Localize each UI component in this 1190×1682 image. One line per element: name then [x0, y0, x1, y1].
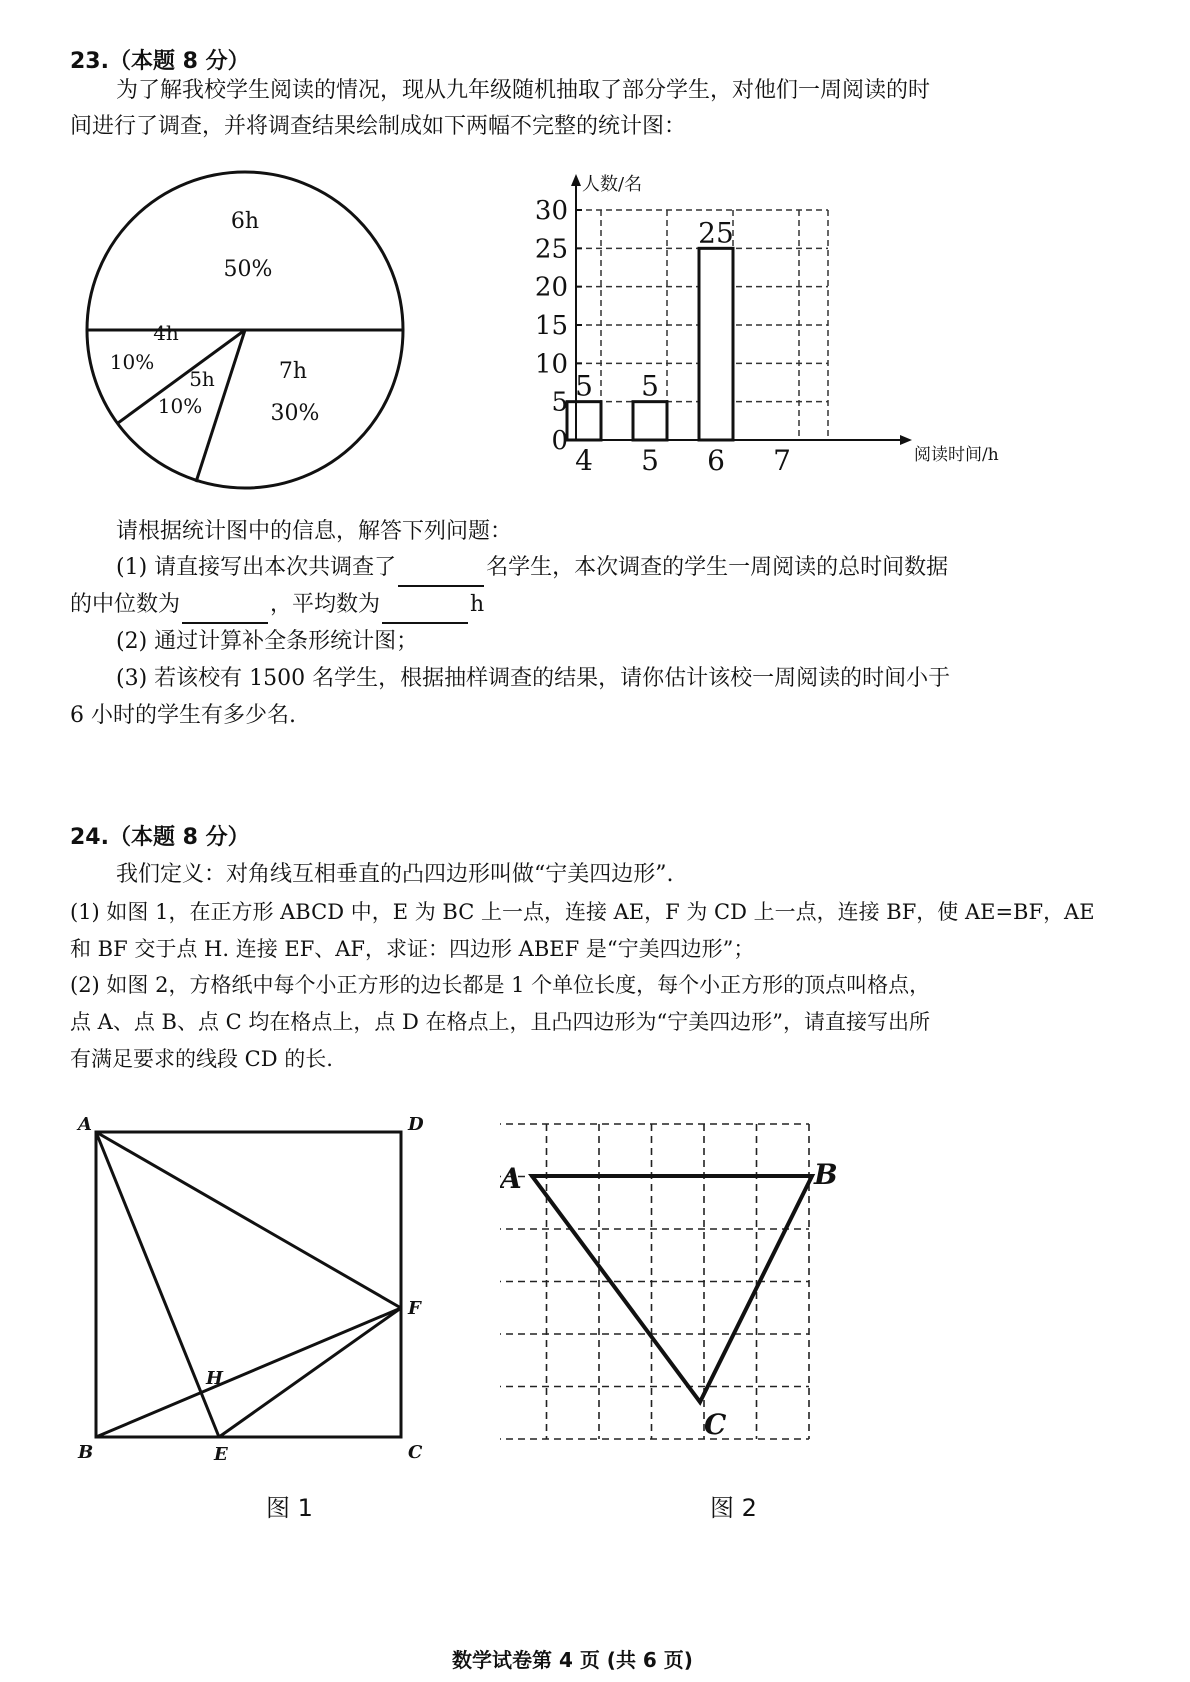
- bar-chart: [520, 170, 1000, 490]
- q24-part1-line2: 和 BF 交于点 H. 连接 EF、AF，求证：四边形 ABEF 是“宁美四边形”；: [70, 937, 755, 961]
- fig2-label-b: B: [814, 1158, 838, 1191]
- figure-2: [500, 1108, 900, 1468]
- bar-value-label-4: 5: [575, 369, 593, 403]
- q23-part1-text-a: (1) 请直接写出本次共调查了: [116, 555, 397, 580]
- x-tick-label-4: 4: [575, 444, 593, 477]
- segment-af: [96, 1132, 401, 1308]
- y-tick-label-25: 25: [534, 234, 568, 265]
- x-axis-label: 阅读时间/h: [914, 445, 999, 465]
- bar-4: [567, 402, 601, 440]
- q23-intro-line2: 间进行了调查，并将调查结果绘制成如下两幅不完整的统计图：: [70, 114, 687, 139]
- q23-part1-line2: [70, 586, 484, 624]
- q23-part1-line1: [116, 549, 948, 587]
- y-axis-arrow: [571, 174, 581, 186]
- slice-percent-5h: 10%: [157, 394, 203, 418]
- q23-prompt: 请根据统计图中的信息，解答下列问题：: [116, 519, 513, 544]
- q23-part3-line2: 6 小时的学生有多少名.: [70, 703, 296, 728]
- y-tick-label-10: 10: [534, 349, 568, 380]
- q23-part1-text-d: ，平均数为: [270, 592, 381, 617]
- slice-percent-4h: 10%: [109, 350, 155, 374]
- fig1-label-e: E: [214, 1444, 228, 1465]
- q24-part2-line1: (2) 如图 2，方格纸中每个小正方形的边长都是 1 个单位长度，每个小正方形的顶点叫格点，: [70, 973, 931, 997]
- fig1-label-h: H: [206, 1368, 224, 1389]
- y-axis-label: 人数/名: [582, 174, 643, 195]
- q23-intro-line1: 为了解我校学生阅读的情况，现从九年级随机抽取了部分学生，对他们一周阅读的时: [116, 78, 931, 103]
- y-tick-label-15: 15: [534, 311, 568, 341]
- slice-label-4h: 4h: [153, 321, 179, 345]
- q23-part3-line1: (3) 若该校有 1500 名学生，根据抽样调查的结果，请你估计该校一周阅读的时间小于: [116, 666, 951, 691]
- q24-part1-line1: (1) 如图 1，在正方形 ABCD 中，E 为 BC 上一点，连接 AE，F 为 CD 上一点，连接 BF，使 AE=BF，AE: [70, 900, 1095, 924]
- y-tick-label-30: 30: [534, 196, 568, 226]
- grid-paper: [500, 1124, 809, 1439]
- answer-blank-median: [182, 598, 268, 624]
- bar-value-label-6: 25: [698, 216, 734, 250]
- slice-percent-6h: 50%: [223, 257, 273, 282]
- bar-value-label-5: 5: [641, 369, 659, 403]
- fig2-label-a: A: [500, 1162, 522, 1195]
- q23-heading: 23.（本题 8 分）: [70, 49, 250, 74]
- slice-label-5h: 5h: [189, 367, 215, 391]
- y-tick-label-20: 20: [534, 272, 568, 303]
- answer-blank-mean: [382, 598, 468, 624]
- y-tick-label-0: 0: [551, 426, 568, 456]
- q24-part2-line3: 有满足要求的线段 CD 的长.: [70, 1047, 333, 1071]
- fig1-label-d: D: [408, 1114, 424, 1135]
- q23-part1-text-b: 名学生，本次调查的学生一周阅读的总时间数据: [486, 555, 949, 580]
- bar-6: [699, 248, 733, 440]
- x-tick-label-7: 7: [773, 444, 791, 477]
- x-tick-label-6: 6: [707, 444, 725, 477]
- x-tick-label-5: 5: [641, 444, 659, 477]
- triangle-abc: [532, 1176, 812, 1402]
- q23-part1-text-e: h: [470, 592, 485, 617]
- pie-chart: [60, 168, 430, 508]
- fig2-caption: 图 2: [710, 1494, 757, 1522]
- q23-part2: (2) 通过计算补全条形统计图；: [116, 629, 419, 654]
- square-abcd: [96, 1132, 401, 1437]
- bar-5: [633, 402, 667, 440]
- slice-label-7h: 7h: [278, 359, 308, 384]
- pie-divider-5h-7h: [196, 330, 245, 482]
- y-tick-label-5: 5: [551, 387, 568, 418]
- fig1-label-a: A: [78, 1114, 92, 1135]
- fig1-caption: 图 1: [266, 1494, 313, 1522]
- q24-definition: 我们定义：对角线互相垂直的凸四边形叫做“宁美四边形”.: [116, 862, 674, 887]
- fig1-label-c: C: [408, 1442, 423, 1463]
- fig1-label-b: B: [78, 1442, 94, 1463]
- slice-label-6h: 6h: [230, 209, 260, 234]
- x-axis-arrow: [900, 435, 912, 445]
- q24-heading: 24.（本题 8 分）: [70, 825, 250, 850]
- q24-part2-line2: 点 A、点 B、点 C 均在格点上，点 D 在格点上，且凸四边形为“宁美四边形”，请直接写出所: [70, 1010, 931, 1034]
- answer-blank-count: [398, 561, 484, 587]
- q23-part1-text-c: 的中位数为: [70, 592, 181, 617]
- slice-percent-7h: 30%: [270, 401, 320, 426]
- page-footer: 数学试卷第 4 页 (共 6 页): [452, 1648, 693, 1672]
- figure-1: [70, 1108, 450, 1468]
- fig1-label-f: F: [408, 1298, 421, 1319]
- fig2-label-c: C: [704, 1408, 727, 1441]
